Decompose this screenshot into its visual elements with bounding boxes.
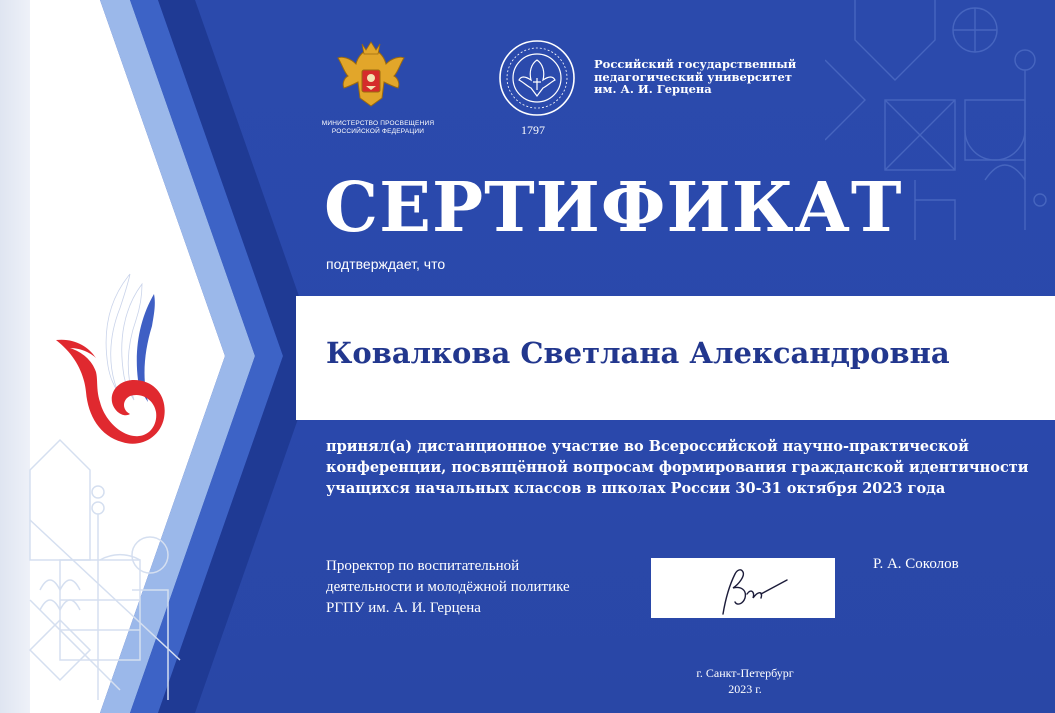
emblem-eagle-icon [336, 40, 406, 114]
university-name-line1: Российский государственный [594, 57, 797, 71]
signature-icon [651, 558, 835, 618]
ministry-name-line2: РОССИЙСКОЙ ФЕДЕРАЦИИ [331, 128, 425, 135]
signatory-name: Р. А. Соколов [873, 556, 959, 572]
subtitle: подтверждает, что [326, 256, 446, 272]
signature-box [651, 558, 835, 618]
body-line3: учащихся начальных классов в школах России 30-31 октября 2023 года [326, 480, 946, 497]
footer-year: 2023 г. [728, 682, 762, 696]
university-seal-icon [497, 38, 577, 118]
certificate-title: СЕРТИФИКАТ [324, 168, 903, 248]
university-name-line2: педагогический университет [594, 69, 793, 84]
signatory-position-line3: РГПУ им. А. И. Герцена [326, 600, 481, 616]
founded-year: 1797 [521, 123, 545, 137]
ministry-name-line1: МИНИСТЕРСТВО ПРОСВЕЩЕНИЯ [321, 120, 435, 127]
body-line2: конференции, посвящённой вопросам формирования гражданской идентичности [326, 459, 1029, 476]
recipient-name: Ковалкова Светлана Александровна [326, 336, 950, 370]
signatory-position-line2: деятельности и молодёжной политике [326, 579, 570, 595]
footer-city: г. Санкт-Петербург [696, 666, 794, 680]
flag-ribbon-logo-icon [52, 268, 172, 448]
body-line1: принял(а) дистанционное участие во Всероссийской научно-практической [326, 438, 969, 455]
signatory-position-line1: Проректор по воспитательной [326, 558, 520, 574]
university-name-line3: им. А. И. Герцена [594, 82, 712, 96]
